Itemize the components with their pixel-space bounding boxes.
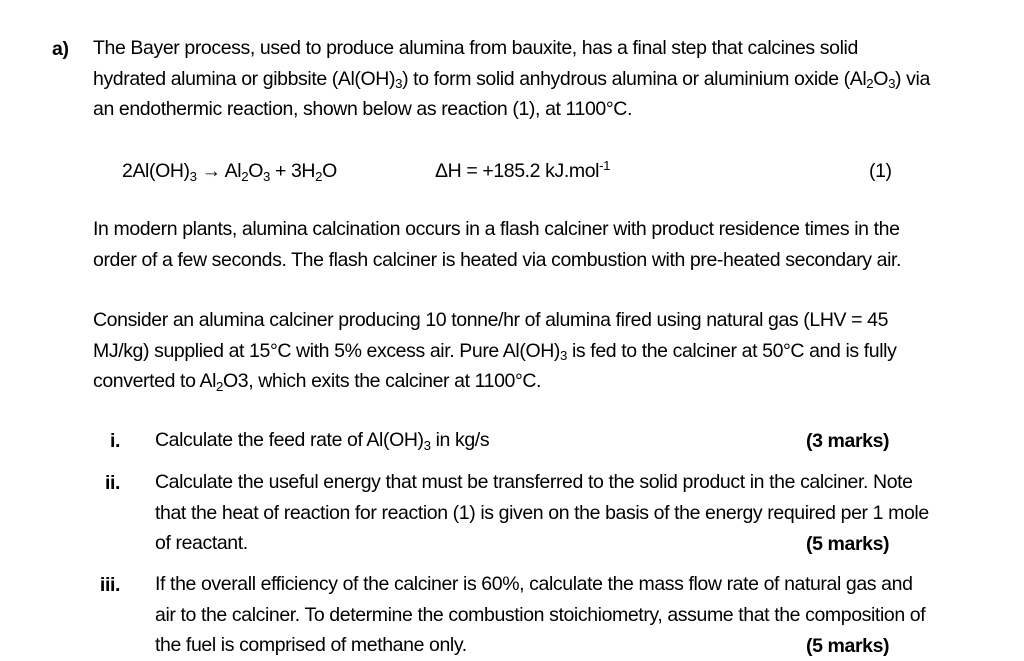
part-i-numeral: i.	[109, 430, 120, 452]
part-ii-text: Calculate the useful energy that must be transferred to the solid product in the calciner. Note that the heat of reaction for reaction (1) is given on the basis of the energy required per 1 mole of reactant.	[155, 471, 929, 554]
part-ii-marks: (5 marks)	[806, 533, 890, 555]
intro-line-1: The Bayer process, used to produce alumina from bauxite, has a final step that calcines solid	[93, 37, 858, 59]
part-i-marks: (3 marks)	[806, 430, 890, 452]
intro-line-2: hydrated alumina or gibbsite $(Al(OH)_3)$ to form solid anhydrous alumina or aluminium oxide $(Al_2O_3)$ via	[93, 67, 930, 92]
reaction-equation: $2Al(OH)_3 \to Al_2O_3 + 3H_2O$	[122, 160, 337, 184]
paragraph-3	[93, 305, 896, 397]
part-iii-text: If the overall efficiency of the calciner is 60%, calculate the mass flow rate of natural gas and air to the calciner. To determine the combustion stoichiometry, assume that the composition of the fuel is comprised of methane only.	[155, 573, 926, 656]
equation-number: (1)	[869, 160, 892, 182]
para3-line-2: MJ/kg) supplied at 15°C with 5% excess air. Pure $Al(OH)_3$ is fed to the calciner at 50°C and is fully	[93, 339, 897, 364]
enthalpy-change: ΔH = +185.2 kJ.mol$^{-1}$	[435, 157, 611, 182]
part-ii-numeral: ii.	[104, 472, 120, 494]
part-iii-marks: (5 marks)	[806, 635, 890, 657]
intro-paragraph	[93, 33, 930, 125]
para3-line-3: converted to $Al_2O3$, which exits the calciner at 1100°C.	[93, 370, 542, 394]
para3-line-1: Consider an alumina calciner producing 10 tonne/hr of alumina fired using natural gas (LHV = 45	[93, 309, 889, 331]
para2-line-1: In modern plants, alumina calcination occurs in a flash calciner with product residence times in the	[93, 218, 900, 240]
paragraph-2	[93, 214, 901, 275]
question-label: a)	[52, 38, 69, 60]
part-i-text: Calculate the feed rate of $Al(OH)_3$ in kg/s	[155, 429, 490, 453]
para2-line-2: order of a few seconds. The flash calciner is heated via combustion with pre-heated secondary air.	[93, 248, 902, 271]
intro-line-3: an endothermic reaction, shown below as reaction (1), at 1100°C.	[93, 98, 632, 120]
part-iii-numeral: iii.	[99, 574, 120, 596]
